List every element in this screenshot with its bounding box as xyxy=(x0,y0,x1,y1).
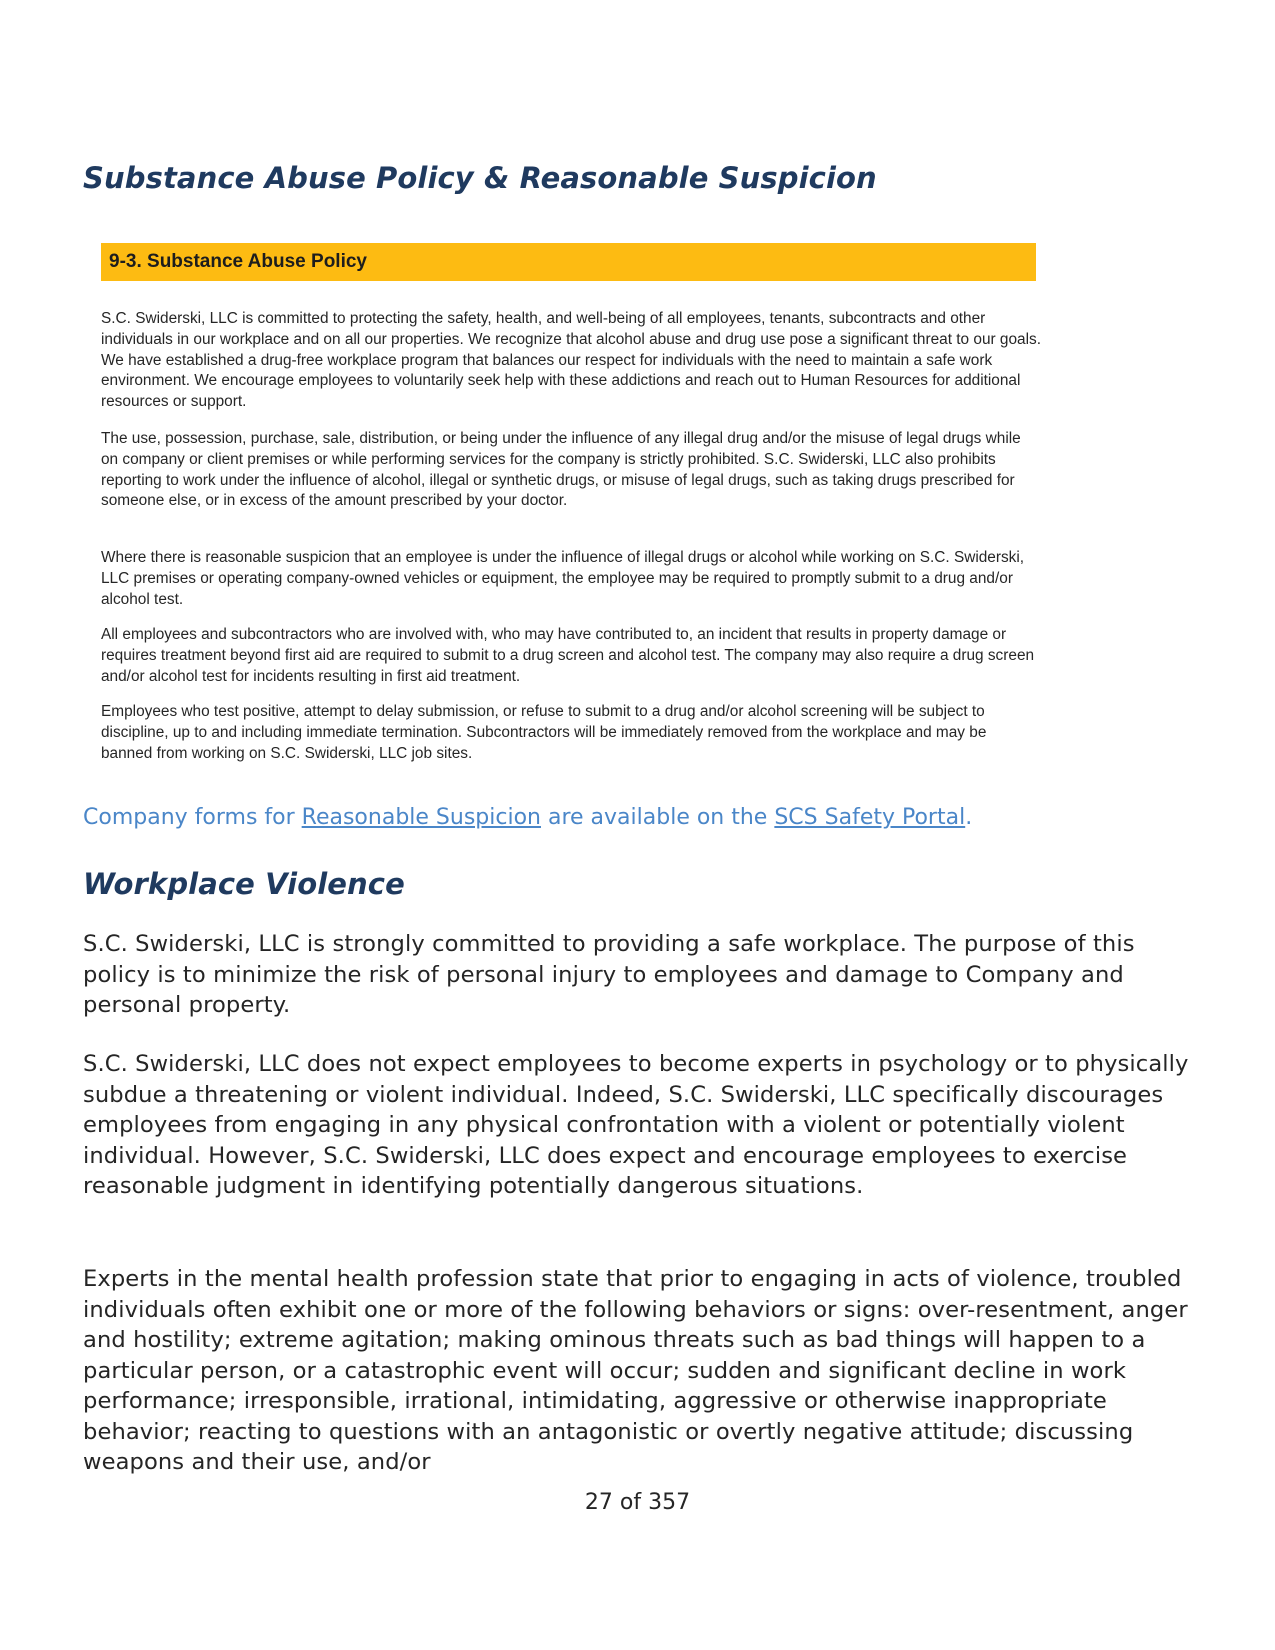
policy-paragraph: Employees who test positive, attempt to delay submission, or refuse to submit to a drug and/or alcohol screening will be subject to discipline, up to and including immediate termination. Subcontractors will be immediately removed from the workplace and may be banned from working on S.C. Swiderski, LLC job sites. xyxy=(101,703,987,762)
scs-safety-portal-link[interactable]: SCS Safety Portal xyxy=(774,805,966,830)
forms-note-middle: are available on the xyxy=(540,805,775,830)
section-heading-workplace-violence: Workplace Violence xyxy=(83,867,405,901)
body-paragraph: S.C. Swiderski, LLC is strongly committed to providing a safe workplace. The purpose of this policy is to minimize the risk of personal injury to employees and damage to Company and personal property. xyxy=(83,931,1135,1018)
section-heading-substance-abuse: Substance Abuse Policy & Reasonable Suspicion xyxy=(83,161,877,195)
body-paragraph: S.C. Swiderski, LLC does not expect employees to become experts in psychology or to physically subdue a threatening or violent individual. Indeed, S.C. Swiderski, LLC specifically discourages employees from engaging in any physical confrontation with a violent or potentially violent individual. However, S.C. Swiderski, LLC does expect and encourage employees to exercise reasonable judgment in identifying potentially dangerous situations. xyxy=(83,1051,1189,1199)
forms-note-prefix: Company forms for xyxy=(83,805,302,830)
company-forms-note xyxy=(83,805,972,830)
forms-note-suffix: . xyxy=(965,805,973,830)
page-number: 27 of 357 xyxy=(584,1490,691,1515)
reasonable-suspicion-link[interactable]: Reasonable Suspicion xyxy=(301,805,541,830)
policy-title-bar xyxy=(101,243,1036,281)
policy-paragraph: The use, possession, purchase, sale, distribution, or being under the influence of any illegal drug and/or the misuse of legal drugs while on company or client premises or while performing services for the company is strictly prohibited. S.C. Swiderski, LLC also prohibits reporting to work under the influence of alcohol, illegal or synthetic drugs, or misuse of legal drugs, such as taking drugs prescribed for someone else, or in excess of the amount prescribed by your doctor. xyxy=(101,430,1021,510)
policy-paragraph: S.C. Swiderski, LLC is committed to protecting the safety, health, and well-being of all employees, tenants, subcontracts and other individuals in our workplace and on all our properties. We recognize that alcohol abuse and drug use pose a significant threat to our goals. We have established a drug-free workplace program that balances our respect for individuals with the need to maintain a safe work environment. We encourage employees to voluntarily seek help with these addictions and reach out to Human Resources for additional resources or support. xyxy=(101,310,1041,411)
policy-paragraph: Where there is reasonable suspicion that an employee is under the influence of illegal drugs or alcohol while working on S.C. Swiderski, LLC premises or operating company-owned vehicles or equipment, the employee may be required to promptly submit to a drug and/or alcohol test. xyxy=(101,549,1025,608)
policy-title: 9-3. Substance Abuse Policy xyxy=(109,251,367,272)
policy-paragraph: All employees and subcontractors who are involved with, who may have contributed to, an incident that results in property damage or requires treatment beyond first aid are required to submit to a drug screen and alcohol test. The company may also require a drug screen and/or alcohol test for incidents resulting in first aid treatment. xyxy=(101,626,1035,685)
substance-abuse-policy-excerpt xyxy=(96,235,1040,775)
body-paragraph: Experts in the mental health profession state that prior to engaging in acts of violence, troubled individuals often exhibit one or more of the following behaviors or signs: over-resentment, anger and hostility; extreme agitation; making ominous threats such as bad things will happen to a particular person, or a catastrophic event will occur; sudden and significant decline in work performance; irresponsible, irrational, intimidating, aggressive or otherwise inappropriate behavior; reacting to questions with an antagonistic or overtly negative attitude; discussing weapons and their use, and/or xyxy=(83,1266,1188,1475)
